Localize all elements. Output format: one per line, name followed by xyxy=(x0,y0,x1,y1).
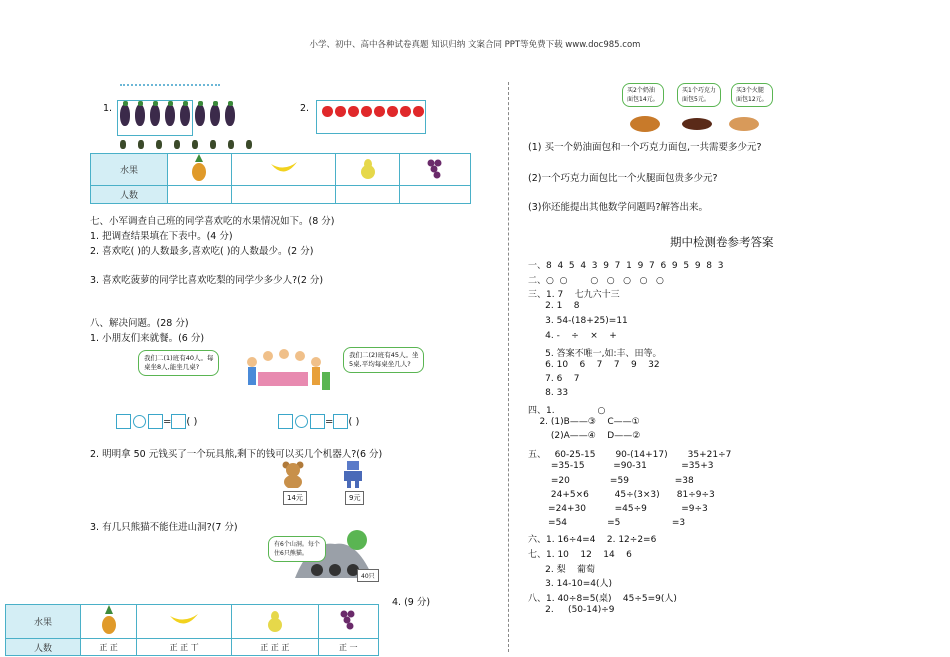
pineapple-icon xyxy=(168,154,232,186)
answer-line: =24+30 =45÷9 =9÷3 xyxy=(528,504,708,514)
banana-icon xyxy=(231,154,335,186)
speech-bubble-class1: 我们二(1)班有40人。每 桌坐8人,能坐几桌? xyxy=(138,350,219,376)
pear-icon xyxy=(336,154,400,186)
cut-off-line xyxy=(120,84,220,92)
q7-title: 七、小军调查自己班的同学喜欢吃的水果情况如下。(8 分) xyxy=(90,216,335,227)
pineapple-icon xyxy=(81,605,137,639)
answer-line: 4. - ÷ × + xyxy=(528,331,617,341)
answer-line: 2. (1)B——③ C——① xyxy=(528,417,640,427)
tally-pear: 正 正 正 xyxy=(232,639,319,656)
answer-line: 3. 14-10=4(人) xyxy=(528,579,613,589)
banana-icon xyxy=(137,605,232,639)
answer-line: 5. 答案不唯一,如:丰、田等。 xyxy=(528,349,662,359)
fruit-label-bottom: 水果 xyxy=(6,605,81,639)
answer-line: =35-15 =90-31 =35+3 xyxy=(528,461,714,471)
small-eggplant-row xyxy=(120,140,264,152)
q8-title: 八、解决问题。(28 分) xyxy=(90,318,189,329)
answer-line: (2)A——④ D——② xyxy=(528,431,641,441)
answer-line: 六、1. 16÷4=4 2. 12÷2=6 xyxy=(528,535,657,545)
tally-pineapple: 正 正 xyxy=(81,639,137,656)
answer-line: =54 =5 =3 xyxy=(528,518,686,528)
answer-title: 期中检测卷参考答案 xyxy=(670,235,774,249)
answer-line: 五、 60-25-15 90-(14+17) 35+21÷7 xyxy=(528,450,732,460)
equation-boxes-2: = ( ) xyxy=(278,414,359,429)
cream-bread-icon xyxy=(628,113,662,136)
answer-line: 2. 梨 葡萄 xyxy=(528,565,596,575)
answer-line: 三、1. 7 七九六十三 xyxy=(528,290,620,300)
right-q3: (3)你还能提出其他数学问题吗?解答出来。 xyxy=(528,202,708,213)
equation-boxes-1: = ( ) xyxy=(116,414,197,429)
answer-line: 七、1. 10 12 14 6 xyxy=(528,550,632,560)
answer-line: 一、8 4 5 4 3 9 7 1 9 7 6 9 5 9 8 3 xyxy=(528,261,724,271)
bread-bubble-2: 买1个巧克力 面包5元。 xyxy=(677,83,721,107)
strawberry-box xyxy=(316,100,426,134)
speech-bubble-cave: 有6个山洞。每个 住6只熊猫。 xyxy=(268,536,326,562)
eggplant-group-box xyxy=(117,100,193,136)
answer-line: =20 =59 =38 xyxy=(528,476,694,486)
answer-line: 8. 33 xyxy=(528,388,569,398)
picture-1-number: 1. xyxy=(103,103,113,114)
right-q2: (2)一个巧克力面包比一个火腿面包贵多少元? xyxy=(528,173,718,184)
tally-grape: 正 一 xyxy=(318,639,378,656)
children-dining-picture xyxy=(240,346,336,398)
answer-line: 3. 54-(18+25)=11 xyxy=(528,316,628,326)
right-q1: (1) 买一个奶油面包和一个巧克力面包,一共需要多少元? xyxy=(528,142,762,153)
answer-line: 八、1. 40÷8=5(桌) 45÷5=9(人) xyxy=(528,594,677,604)
robot-icon xyxy=(341,460,365,491)
ham-bread-icon xyxy=(727,113,761,136)
bread-bubble-3: 买3个火腿 面包12元。 xyxy=(731,83,773,107)
q7-sub2: 2. 喜欢吃( )的人数最多,喜欢吃( )的人数最少。(2 分) xyxy=(90,246,314,257)
answer-line: 2. 1 8 xyxy=(528,301,580,311)
column-divider xyxy=(508,82,509,652)
fruit-table-top xyxy=(90,153,471,204)
answer-line: 7. 6 7 xyxy=(528,374,580,384)
count-label-bottom: 人数 xyxy=(6,639,81,656)
chocolate-bread-icon xyxy=(680,113,714,136)
q8-sub2: 2. 明明拿 50 元钱买了一个玩具熊,剩下的钱可以买几个机器人?(6 分) xyxy=(90,449,383,460)
count-label: 人数 xyxy=(91,186,168,204)
q7-sub1: 1. 把调查结果填在下表中。(4 分) xyxy=(90,231,233,242)
picture-2-number: 2. xyxy=(300,103,310,114)
grape-icon xyxy=(400,154,471,186)
answer-line: 2. (50-14)÷9 xyxy=(528,605,615,615)
q7-sub3: 3. 喜欢吃菠萝的同学比喜欢吃梨的同学少多少人?(2 分) xyxy=(90,275,324,286)
q8-sub4: 4. (9 分) xyxy=(392,597,431,608)
panda-count-tag: 40只 xyxy=(357,569,379,582)
answer-line: 24+5×6 45÷(3×3) 81÷9÷3 xyxy=(528,490,715,500)
bear-price: 14元 xyxy=(283,491,307,505)
teddy-bear-icon xyxy=(280,460,306,491)
fruit-label: 水果 xyxy=(91,154,168,186)
q8-sub1: 1. 小朋友们来就餐。(6 分) xyxy=(90,333,205,344)
fruit-table-bottom xyxy=(5,604,379,656)
pear-icon xyxy=(232,605,319,639)
speech-bubble-class2: 我们二(2)班有45人。坐 5桌,平均每桌坐几人? xyxy=(343,347,424,373)
grape-icon xyxy=(318,605,378,639)
page-header: 小学、初中、高中各种试卷真题 知识归纳 文案合同 PPT等免费下载 www.doc985.com xyxy=(309,40,641,50)
bread-bubble-1: 买2个奶油 面包14元。 xyxy=(622,83,664,107)
answer-line: 二、○ ○ ○ ○ ○ ○ ○ xyxy=(528,276,664,286)
answer-line: 6. 10 6 7 7 9 32 xyxy=(528,360,660,370)
tally-banana: 正 正 丅 xyxy=(137,639,232,656)
robot-price: 9元 xyxy=(345,491,364,505)
answer-line: 四、1. ○ xyxy=(528,406,606,416)
q8-sub3: 3. 有几只熊猫不能住进山洞?(7 分) xyxy=(90,522,238,533)
